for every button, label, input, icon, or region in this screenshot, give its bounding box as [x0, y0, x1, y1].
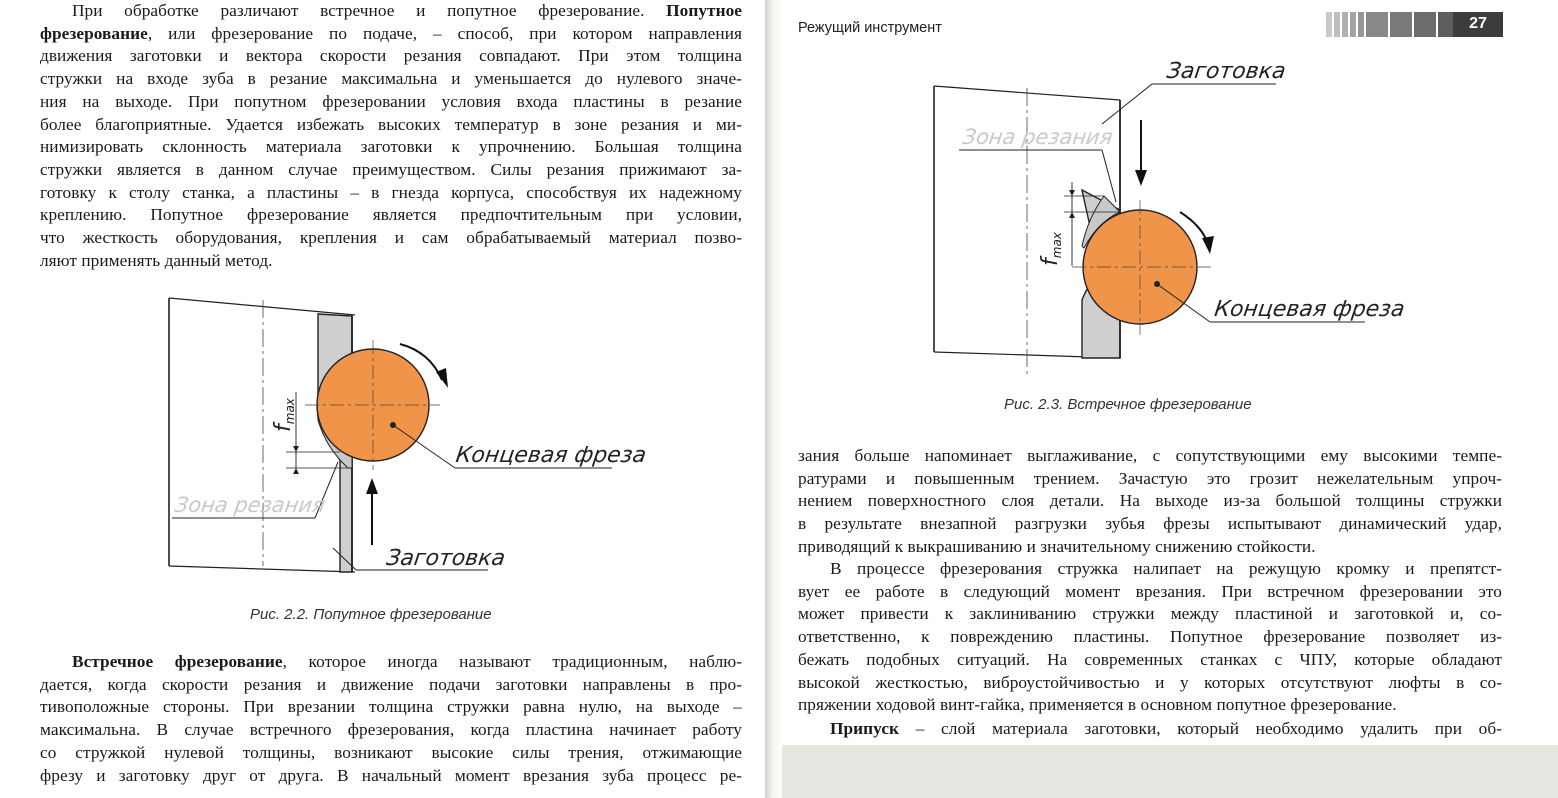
- text-line: движения заготовки и вектора скорости резания совпадают. При этом толщина: [40, 46, 742, 66]
- fig22-label-end-mill: Концевая фреза: [454, 442, 648, 468]
- text-line: готовку к столу станка, а пластины – в гнезда корпуса, способствуя их надежному: [40, 182, 742, 202]
- right-paragraph-3: [798, 718, 1502, 741]
- text-line: стружки на входе зуба в резание максимальна и уменьшается до нулевого значе-: [40, 69, 742, 89]
- book-gutter: [765, 0, 782, 798]
- text-line: зания больше напоминает выглаживание, с сопутствующими ему высокими темпе-: [798, 446, 1502, 465]
- text-line: со стружкой нулевой толщины, возникают высокие силы трения, отжимающие: [40, 742, 742, 762]
- text-line: В процессе фрезерования стружка налипает на режущую кромку и препятст-: [830, 559, 1502, 578]
- text-line: более благоприятные. Удается избежать высоких температур в зоне резания и ми-: [40, 114, 742, 134]
- text-line: вует ее работе в следующий момент врезания. При встречном фрезеровании это: [798, 581, 1502, 601]
- text-line: стружки является в данном случае преимуществом. Силы резания прижимают за-: [40, 159, 742, 179]
- fig23-feed-arrowhead: [1135, 170, 1147, 186]
- left-paragraph-2: [40, 651, 742, 787]
- fig22-top-break-line: [169, 298, 355, 315]
- text-line: Встречное фрезерование, которое иногда называют традиционным, наблю-: [72, 652, 743, 671]
- text-line: ратурами и повышенным трением. Зачастую это грозит нежелательным упроч-: [798, 468, 1502, 488]
- fig22-bottom-break-line: [169, 566, 355, 572]
- text-line: При обработке различают встречное и попутное фрезерование. Попутное: [72, 1, 742, 20]
- text-line: нением поверхностного слоя детали. На выходе из-за большой толщины стружки: [798, 491, 1502, 511]
- left-page: [0, 0, 765, 798]
- text-line: фрезерование, или фрезерование по подаче, – способ, при котором направления: [40, 23, 742, 43]
- scan-background: [782, 745, 1558, 798]
- text-line: что жесткость оборудования, крепления и сам обрабатываемый материал позво-: [40, 228, 742, 248]
- fig23-label-end-mill: Концевая фреза: [1212, 296, 1407, 322]
- text-line: дается, когда скорости резания и движение подачи заготовки направлены в про-: [40, 674, 742, 694]
- fig22-fmax-label: fmax: [271, 398, 297, 432]
- text-line: максимальна. В случае встречного фрезерования, когда пластина начинает работу: [40, 720, 742, 740]
- text-line: тивоположные стороны. При врезании толщина стружки равна нулю, на выходе –: [40, 697, 742, 717]
- text-line: ответственно, к повреждению пластины. Попутное фрезерование позволяет из-: [798, 627, 1502, 647]
- fig22-label-workpiece: Заготовка: [384, 545, 507, 571]
- text-line: фрезу и заготовку друг от друга. В начальный момент врезания зуба процесс ре-: [40, 765, 742, 785]
- fig23-label-workpiece: Заготовка: [1165, 58, 1288, 84]
- fig22-caption: Рис. 2.2. Попутное фрезерование: [250, 606, 492, 623]
- text-line: пряжении ходовой винт-гайка, применяется в основном попутное фрезерование.: [798, 695, 1397, 715]
- right-paragraph-1: [798, 445, 1502, 559]
- text-line: креплению. Попутное фрезерование является предпочтительным при условии,: [40, 205, 742, 225]
- right-page: [782, 0, 1558, 745]
- fig23-label-cutting-zone: Зона резания: [961, 124, 1115, 149]
- text-line: нимизировать склонность материала заготовки к упрочнению. Большая толщина: [40, 137, 742, 157]
- text-line: высокой жесткостью, виброустойчивостью и у которых отсутствуют люфты в со-: [798, 672, 1502, 692]
- right-paragraph-2: [798, 558, 1502, 717]
- fig23-fmax-label: fmax: [1038, 232, 1064, 266]
- text-line: ляют применять данный метод.: [40, 250, 273, 270]
- text-line: Припуск – слой материала заготовки, который необходимо удалить при об-: [830, 719, 1502, 738]
- text-line: бежать подобных ситуаций. На современных станках с ЧПУ, которые обладают: [798, 649, 1502, 669]
- figure-2-3: [782, 0, 1558, 400]
- fig22-label-cutting-zone: Зона резания: [173, 492, 327, 517]
- figure-2-2: [0, 0, 765, 600]
- running-header-title: Режущий инструмент: [798, 20, 942, 36]
- text-line: приводящий к выкрашиванию и значительному снижению стойкости.: [798, 536, 1316, 556]
- page-number: 27: [1453, 12, 1503, 37]
- fig23-caption: Рис. 2.3. Встречное фрезерование: [1004, 396, 1252, 413]
- fig23-rotation-arrowhead: [1202, 236, 1214, 254]
- fig22-feed-arrowhead: [366, 478, 378, 494]
- text-line: может привести к заклиниванию стружки между пластиной и заготовкой и, со-: [798, 604, 1502, 624]
- text-line: ния на выходе. При попутном фрезеровании условия входа пластины в резание: [40, 91, 742, 111]
- text-line: в результате внезапной разгрузки зубья фрезы испытывают динамический удар,: [798, 514, 1502, 534]
